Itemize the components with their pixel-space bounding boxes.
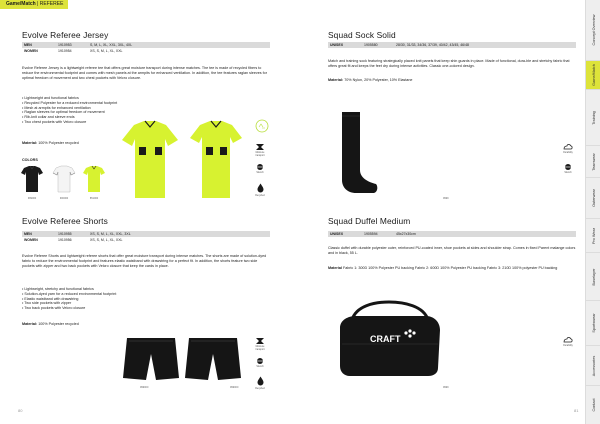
color-swatches (20, 165, 110, 195)
shorts-material (22, 322, 79, 326)
icon-label: Moisture transport (255, 346, 265, 351)
jersey-front-image (122, 121, 178, 198)
article-code-cell: 1910955 (56, 231, 88, 237)
section-tag (0, 0, 68, 9)
tab-label: Accessories (591, 355, 596, 376)
swatch-white-jersey (53, 166, 75, 192)
article-code-cell: 1905594 (362, 231, 394, 237)
socks-title: Squad Sock Solid (328, 30, 396, 40)
material-label: Material: (328, 78, 344, 82)
feature-item: • Rib-knit collar and sleeve ends (22, 115, 75, 120)
swatch-code: 851000 (89, 197, 99, 200)
table-row (22, 237, 270, 243)
sizes-cell: 28/30, 31/33, 34/36, 37/39, 40/42, 43/45, 46/48 (394, 42, 576, 48)
material-label: Material (328, 266, 342, 270)
material-label: Material: (22, 322, 38, 326)
duffel-size-table (328, 231, 576, 237)
sizes-cell: XS, S, M, L, XL, XXL (90, 49, 123, 54)
material-value: 100% Polyester recycled (37, 322, 79, 326)
icon-label: Stretch (256, 172, 264, 174)
article-code-cell: 1910954 (58, 49, 72, 54)
sizes-cell: 45x27x30cm (394, 231, 576, 237)
table-row (22, 48, 270, 54)
socks-description: Match and training sock featuring strategically placed knit panels that keep shin guards in place. Made of functional, dura-ble and stretchy fabric that offers great fit and keeps the feet dry during intense activities. Classic one-colored design. (328, 59, 570, 68)
shorts-front-image (123, 338, 179, 380)
tab-teamwear[interactable] (586, 146, 600, 178)
feature-item: • Two back pockets with Velcro closure (22, 306, 86, 311)
feature-item: • Elastic waistband with drawstring (22, 296, 79, 301)
durability-icon (563, 336, 573, 344)
sock-image (330, 110, 380, 196)
table-row (328, 231, 576, 237)
article-code: 9999 (443, 197, 449, 200)
shorts-back-image (185, 338, 241, 380)
socks-size-table (328, 42, 576, 48)
tab-label: Training (591, 110, 596, 125)
recycled-icon (257, 376, 264, 386)
icon-label: Durability (563, 152, 573, 154)
feature-item: • Solution-dyed yarn for a reduced environmental footprint (22, 291, 117, 296)
craft-logo: CRAFT (370, 334, 401, 344)
socks-material (328, 78, 412, 82)
tab-outerwear[interactable] (586, 178, 600, 219)
icon-label: Moisture transport (255, 152, 265, 157)
jersey-title: Evolve Referee Jersey (22, 30, 109, 40)
shorts-description: Evolve Referee Shorts and lightweight referee shorts that offer great moisture transport during intense matches. The shorts are made of solution-dyed fabric to reduce the environmental footprint and features elastic waistband with drawstring for a perfect fit. In addition, the shorts feature two side pockets with zipper and two back pockets with Velcro closure that keep the cards in place. (22, 254, 267, 268)
article-code-cell: 1910953 (56, 42, 88, 48)
material-value: 100% Polyester recycled (37, 141, 79, 145)
icon-label: Recycled (255, 388, 265, 390)
swatch-yellow-jersey (83, 166, 105, 192)
article-code: 999000 (140, 386, 149, 389)
gender-cell: WOMEN (24, 238, 38, 243)
table-row (328, 42, 576, 48)
section-tag-rest: | REFEREE (35, 1, 64, 7)
feature-item: • Two chest pockets with Velcro closure (22, 119, 87, 124)
recycled-icon (257, 183, 264, 193)
duffel-bag-image (334, 298, 444, 378)
tab-label: Sportswear (591, 313, 596, 333)
feature-item: • Mesh at armpits for enhanced ventilation (22, 105, 91, 110)
feature-item: • Lightweight and functional fabrics (22, 96, 79, 100)
jersey-women-image (190, 121, 242, 198)
tab-label: Teamwear (591, 152, 596, 171)
feature-item: • Lightweight, stretchy and functional fabrics (22, 287, 94, 291)
article-code-cell: 1910956 (58, 238, 72, 243)
material-value: 70% Nylon, 20% Polyester, 10% Elastane (343, 78, 413, 82)
stretch-icon (564, 163, 572, 171)
sidebar-tabs (585, 0, 600, 424)
durability-icon (563, 143, 573, 151)
icon-label: Recycled (255, 195, 265, 197)
feature-item: • Recycled Polyester for a reduced environmental footprint (22, 100, 118, 105)
page-number-right: 81 (574, 408, 579, 413)
sizes-cell: XS, S, M, L, XL, XXL, 3XL (88, 231, 270, 237)
jersey-material (22, 141, 79, 145)
sizes-cell: XS, S, M, L, XL, XXL (90, 238, 123, 243)
tab-contact[interactable] (586, 386, 600, 424)
tab-label: Concept Overview (591, 14, 596, 46)
shorts-images (122, 336, 242, 382)
gender-cell: MEN (22, 42, 56, 48)
moisture-transport-icon (255, 336, 265, 346)
stretch-icon (256, 163, 264, 171)
tab-label: Baselayer (591, 268, 596, 285)
sizes-cell: S, M, L, XL, XXL, 3XL, 4XL (88, 42, 270, 48)
icon-label: Stretch (256, 366, 264, 368)
shorts-feature-list (22, 287, 268, 311)
tab-label: Game/Match (591, 64, 596, 86)
tab-pro-wear[interactable] (586, 219, 600, 253)
swatch-code: 900000 (59, 197, 69, 200)
recycled-badge-icon (255, 119, 269, 133)
swatch-black-jersey (21, 166, 43, 192)
jersey-description: Evolve Referee Jersey is a lightweight referee tee that offers great moisture transport during intense matches. The tee is made of recycled fibers to reduce the environmental footprint and comes with mesh panels at the armpits for enhanced ventilation. In addition, the tee features raglan sleeves for optimal freedom of movement and two chest pockets with Velcro closure. (22, 66, 267, 80)
icon-label: Stretch (564, 172, 572, 174)
tab-concept-overview[interactable] (586, 0, 600, 61)
article-code: 9999 (443, 386, 449, 389)
icon-label: Durability (563, 345, 573, 347)
tab-label: Pro Wear (591, 227, 596, 244)
material-label: Material: (22, 141, 38, 145)
duffel-description: Classic duffel with durable polyester outer, reinforced PU-coated inner, shoe pockets at sides and shoulder strap. Comes in fixed Parent malange colors and in black, 55 L. (328, 246, 576, 255)
jersey-size-table (22, 42, 270, 54)
tab-label: Contact (591, 398, 596, 412)
shorts-title: Evolve Referee Shorts (22, 216, 108, 226)
page-number-left: 80 (18, 408, 23, 413)
gender-cell: UNISEX (328, 42, 362, 48)
colors-heading: COLORS (22, 158, 38, 162)
article-code-cell: 1905580 (362, 42, 394, 48)
duffel-title: Squad Duffel Medium (328, 216, 411, 226)
moisture-transport-icon (255, 142, 265, 152)
shorts-size-table (22, 231, 270, 243)
tab-baselayer[interactable] (586, 253, 600, 301)
jersey-images (118, 120, 246, 202)
feature-item: • Raglan sleeves for optimal freedom of movement (22, 110, 105, 115)
tab-training[interactable] (586, 90, 600, 146)
material-value: Fabric 1: 300D 100% Polyester PU backing Fabric 2: 600D 100% Polyester PU backing Fabric 3: 210D 100% polyester PU backing (341, 266, 558, 270)
gender-cell: WOMEN (24, 49, 38, 54)
stretch-icon (256, 357, 264, 365)
feature-item: • Two side pockets with zipper (22, 301, 72, 306)
gender-cell: MEN (22, 231, 56, 237)
swatch-code: 999000 (27, 197, 37, 200)
tab-game-match[interactable] (586, 61, 600, 90)
section-tag-bold: Game/Match (6, 1, 36, 7)
tab-label: Outerwear (591, 189, 596, 207)
duffel-material (328, 266, 576, 271)
tab-accessories[interactable] (586, 346, 600, 386)
article-code: 999000 (230, 386, 239, 389)
tab-sportswear[interactable] (586, 301, 600, 346)
gender-cell: UNISEX (328, 231, 362, 237)
